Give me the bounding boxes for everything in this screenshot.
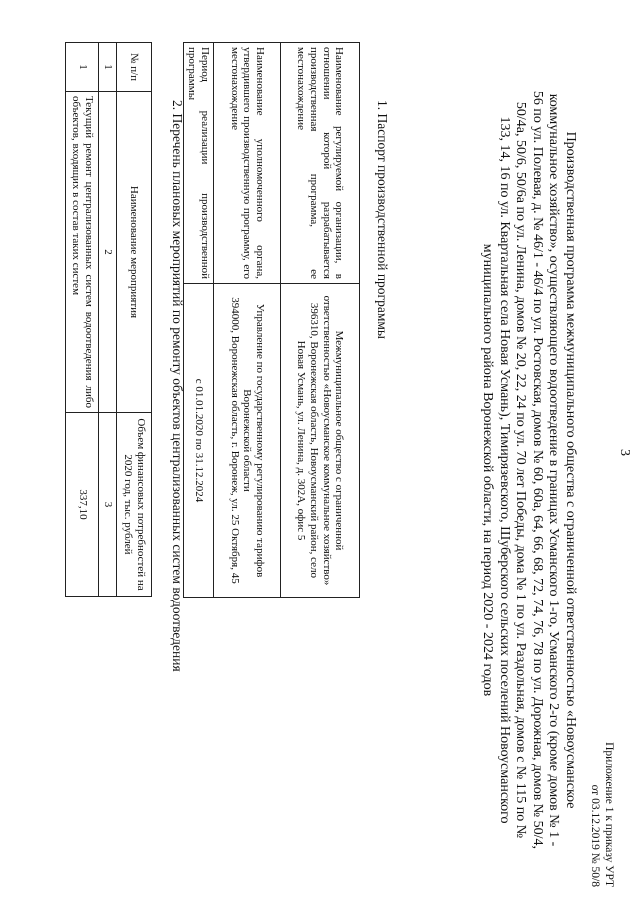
passport-value [214, 284, 281, 598]
passport-table [183, 42, 360, 598]
value-line: 396310, Воронежская область, Новоусманский район, село Новая Усмань, ул. Ленина, д. 302А, офис 5 [295, 302, 320, 579]
column-header-number: № п/п [117, 43, 152, 92]
appendix-line-2: от 03.12.2019 № 50/8 [589, 784, 601, 887]
column-index: 1 [99, 43, 117, 92]
passport-label: Наименование уполномоченного органа, утвердившего производственную программу, его местонахождение [214, 43, 281, 284]
page-number: 3 [617, 449, 632, 456]
value-line: с 01.01.2020 по 31.12.2024 [192, 378, 205, 503]
table-row [183, 43, 213, 598]
section-1-heading: 1. Паспорт производственной программы [375, 100, 390, 339]
appendix-line-1: Приложение 1 к приказу УРТ [603, 742, 615, 887]
column-index: 2 [99, 92, 117, 413]
appendix-note [588, 742, 616, 887]
events-table [65, 42, 152, 597]
table-header-row [117, 43, 152, 597]
table-row [66, 43, 99, 597]
column-header-amount: Объем финансовых потребностей на 2020 год, тыс. рублей [117, 413, 152, 597]
passport-value [183, 284, 213, 598]
program-title: Производственная программа межмуниципального общества с ограниченной ответственностью «Новоусманское коммунальное хозяйство», осуществляющего водоотведение в границах Усманского 1-го, Усманского 2-го (кроме домов № 1 - 56 по ул. Полевая, д. № 46/1 - 46/4 по ул. Ростовская, домов № 60, 60а, 64, 66, 68, 72, 74, 76, 78 по ул. Дорожная, домов № 50/4, 50/4а, 50/6, 50/6а по ул. Ленина, домов № 20, 22, 24 по ул. 70 лет Победы, дома № 1 по ул. Раздольная, домов с № 115 по № 133, 14, 16 по ул. Квартальная села Новая Усмань), Тимирязевского, Шуберского сельских поселений Новоусманского муниципального района Воронежской области, на период 2020 - 2024 годов [480, 90, 578, 850]
column-header-name: Наименование мероприятия [117, 92, 152, 413]
column-index: 3 [99, 413, 117, 597]
passport-label: Период реализации производственной программы [183, 43, 213, 284]
value-line: Межмуниципальное общество с ограниченной ответственностью «Новоусманское коммунальное хозяйство» [320, 295, 346, 586]
event-amount: 337,10 [66, 413, 99, 597]
value-line: 394000, Воронежская область, г. Воронеж, ул. 25 Октября, 45 [228, 297, 241, 584]
column-index-row [99, 43, 117, 597]
event-name: Текущий ремонт централизованных систем водоотведения либо объектов, входящих в состав таких систем [66, 92, 99, 413]
passport-label: Наименование регулируемой организации, в отношении которой разрабатывается производственная программа, ее местонахождение [281, 43, 360, 284]
table-row [214, 43, 281, 598]
row-number: 1 [66, 43, 99, 92]
passport-value [281, 284, 360, 598]
value-line: Управление по государственному регулированию тарифов Воронежской области [241, 303, 266, 578]
section-2-heading: 2. Перечень плановых мероприятий по ремонту объектов централизованных систем водоотведения [170, 100, 185, 672]
table-row [281, 43, 360, 598]
